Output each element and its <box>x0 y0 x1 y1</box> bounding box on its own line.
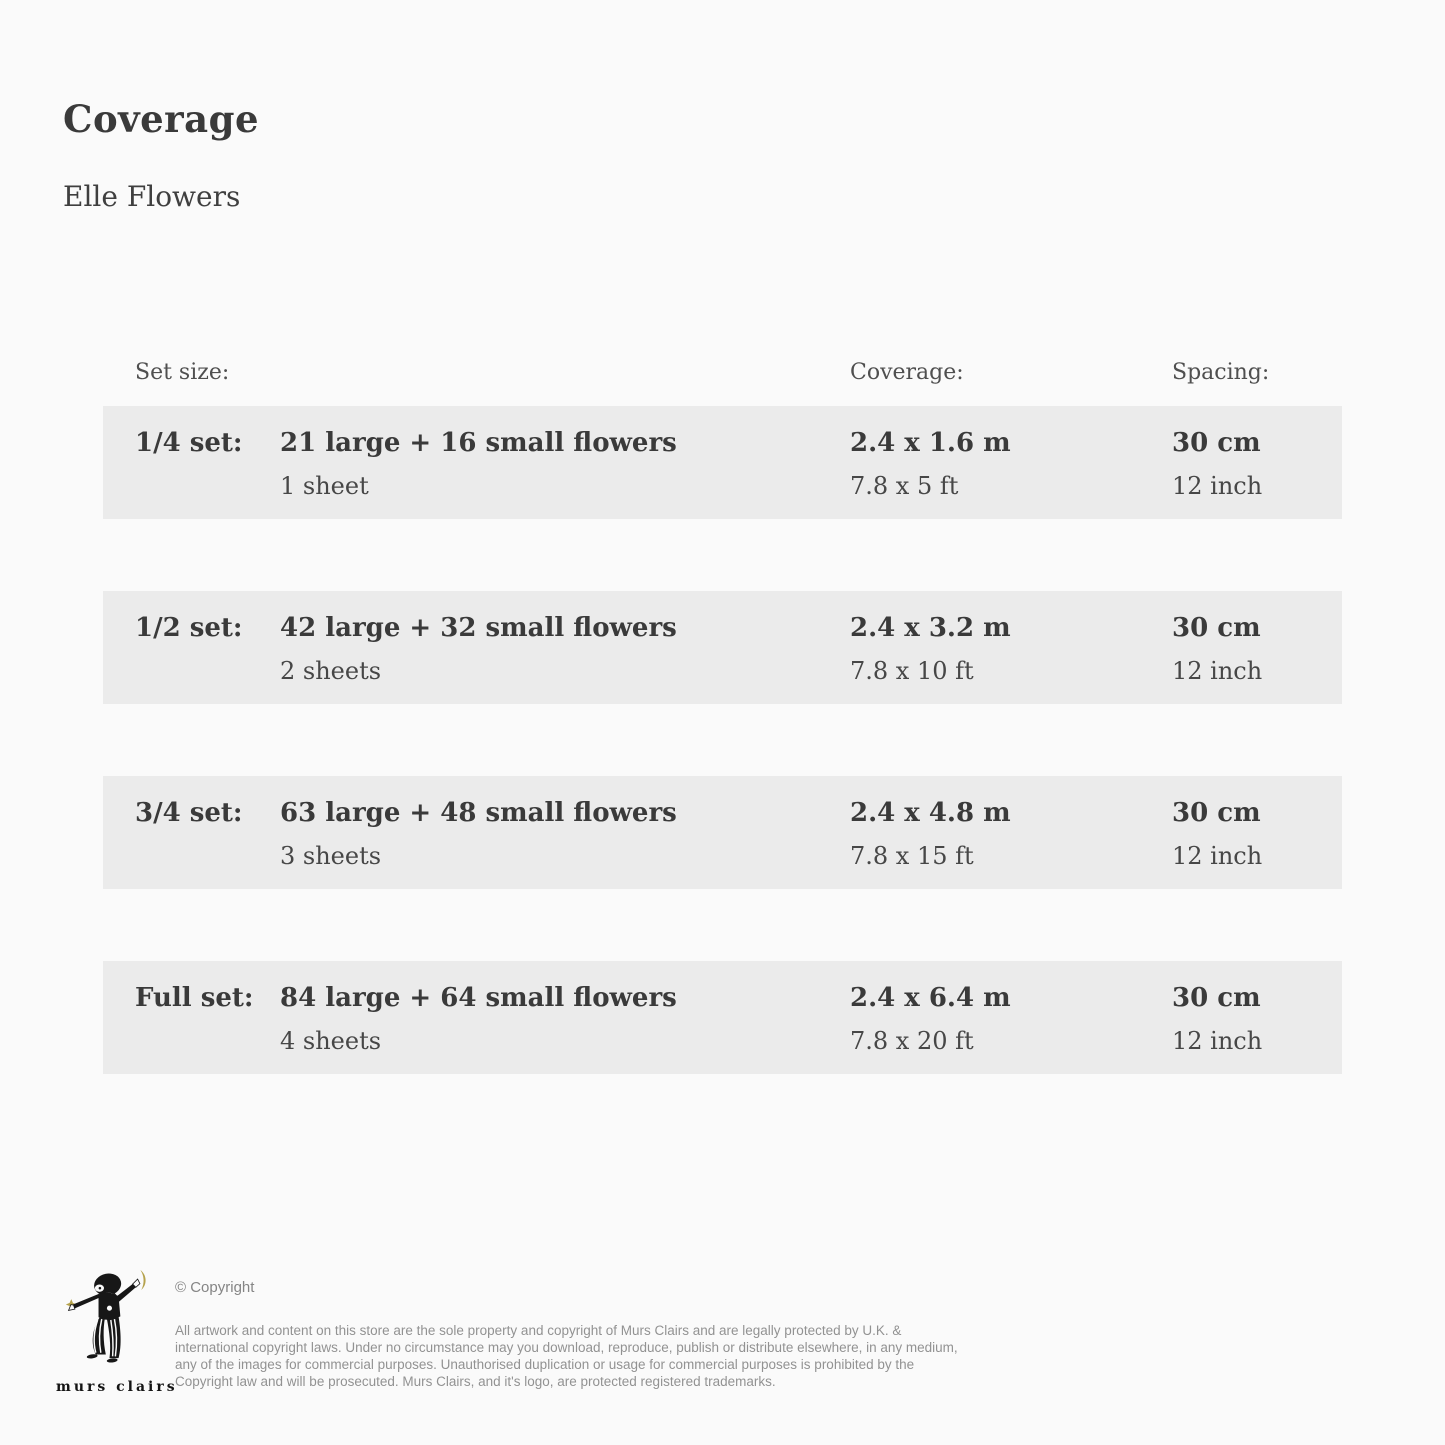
murs-clairs-logo <box>56 1266 178 1395</box>
spacing-cell <box>1172 613 1342 704</box>
spacing-imperial: 12 inch <box>1172 657 1263 685</box>
contents-cell <box>280 428 850 519</box>
column-header-set-size: Set size: <box>135 360 230 385</box>
coverage-cell <box>850 798 1172 889</box>
page-title: Coverage <box>63 96 260 141</box>
copyright-text: All artwork and content on this store are the sole property and copyright of Murs Clairs and are legally protected by U.K. & international copyright laws. Under no circumstance may you download, reproduce, publish or distribute elsewhere, in any medium, any of the images for commercial purposes. Unauthorised duplication or usage for commercial purposes is prohibited by the Copyright law and will be prosecuted. Murs Clairs, and it's logo, are protected registered trademarks. <box>175 1323 958 1389</box>
table-row-three-quarter-set <box>103 776 1342 889</box>
set-size-cell <box>135 428 280 519</box>
set-size-label: 1/4 set: <box>135 428 243 458</box>
moon-icon <box>140 1270 145 1290</box>
spacing-imperial: 12 inch <box>1172 842 1263 870</box>
coverage-metric: 2.4 x 4.8 m <box>850 798 1011 828</box>
spacing-cell <box>1172 428 1342 519</box>
column-header-spacing: Spacing: <box>1172 360 1270 385</box>
contents-cell <box>280 798 850 889</box>
coverage-metric: 2.4 x 1.6 m <box>850 428 1011 458</box>
set-size-cell <box>135 798 280 889</box>
coverage-cell <box>850 428 1172 519</box>
pierrot-figure-icon <box>64 1266 164 1374</box>
table-row-half-set <box>103 591 1342 704</box>
set-size-cell <box>135 983 280 1074</box>
coverage-cell <box>850 613 1172 704</box>
table-row-quarter-set <box>103 406 1342 519</box>
set-size-label: 3/4 set: <box>135 798 243 828</box>
set-size-cell <box>135 613 280 704</box>
spacing-metric: 30 cm <box>1172 613 1261 643</box>
coverage-imperial: 7.8 x 15 ft <box>850 842 974 870</box>
flower-count: 84 large + 64 small flowers <box>280 983 677 1013</box>
flower-count: 63 large + 48 small flowers <box>280 798 677 828</box>
coverage-metric: 2.4 x 6.4 m <box>850 983 1011 1013</box>
sheet-count: 3 sheets <box>280 842 382 870</box>
brand-name: murs clairs <box>56 1379 178 1395</box>
sheet-count: 4 sheets <box>280 1027 382 1055</box>
coverage-imperial: 7.8 x 5 ft <box>850 472 959 500</box>
copyright-title: © Copyright <box>175 1279 255 1296</box>
coverage-cell <box>850 983 1172 1074</box>
contents-cell <box>280 613 850 704</box>
spacing-imperial: 12 inch <box>1172 472 1263 500</box>
spacing-cell <box>1172 983 1342 1074</box>
flower-count: 42 large + 32 small flowers <box>280 613 677 643</box>
product-name: Elle Flowers <box>63 180 241 214</box>
spacing-cell <box>1172 798 1342 889</box>
sheet-count: 2 sheets <box>280 657 382 685</box>
copyright-section <box>175 1279 969 1390</box>
set-size-label: Full set: <box>135 983 254 1013</box>
flower-count: 21 large + 16 small flowers <box>280 428 677 458</box>
spacing-metric: 30 cm <box>1172 798 1261 828</box>
spacing-imperial: 12 inch <box>1172 1027 1263 1055</box>
contents-cell <box>280 983 850 1074</box>
sheet-count: 1 sheet <box>280 472 369 500</box>
spacing-metric: 30 cm <box>1172 428 1261 458</box>
coverage-imperial: 7.8 x 20 ft <box>850 1027 974 1055</box>
coverage-metric: 2.4 x 3.2 m <box>850 613 1011 643</box>
column-header-coverage: Coverage: <box>850 360 964 385</box>
table-row-full-set <box>103 961 1342 1074</box>
spacing-metric: 30 cm <box>1172 983 1261 1013</box>
table-header <box>103 360 1342 385</box>
coverage-table <box>103 406 1342 1074</box>
set-size-label: 1/2 set: <box>135 613 243 643</box>
coverage-imperial: 7.8 x 10 ft <box>850 657 974 685</box>
